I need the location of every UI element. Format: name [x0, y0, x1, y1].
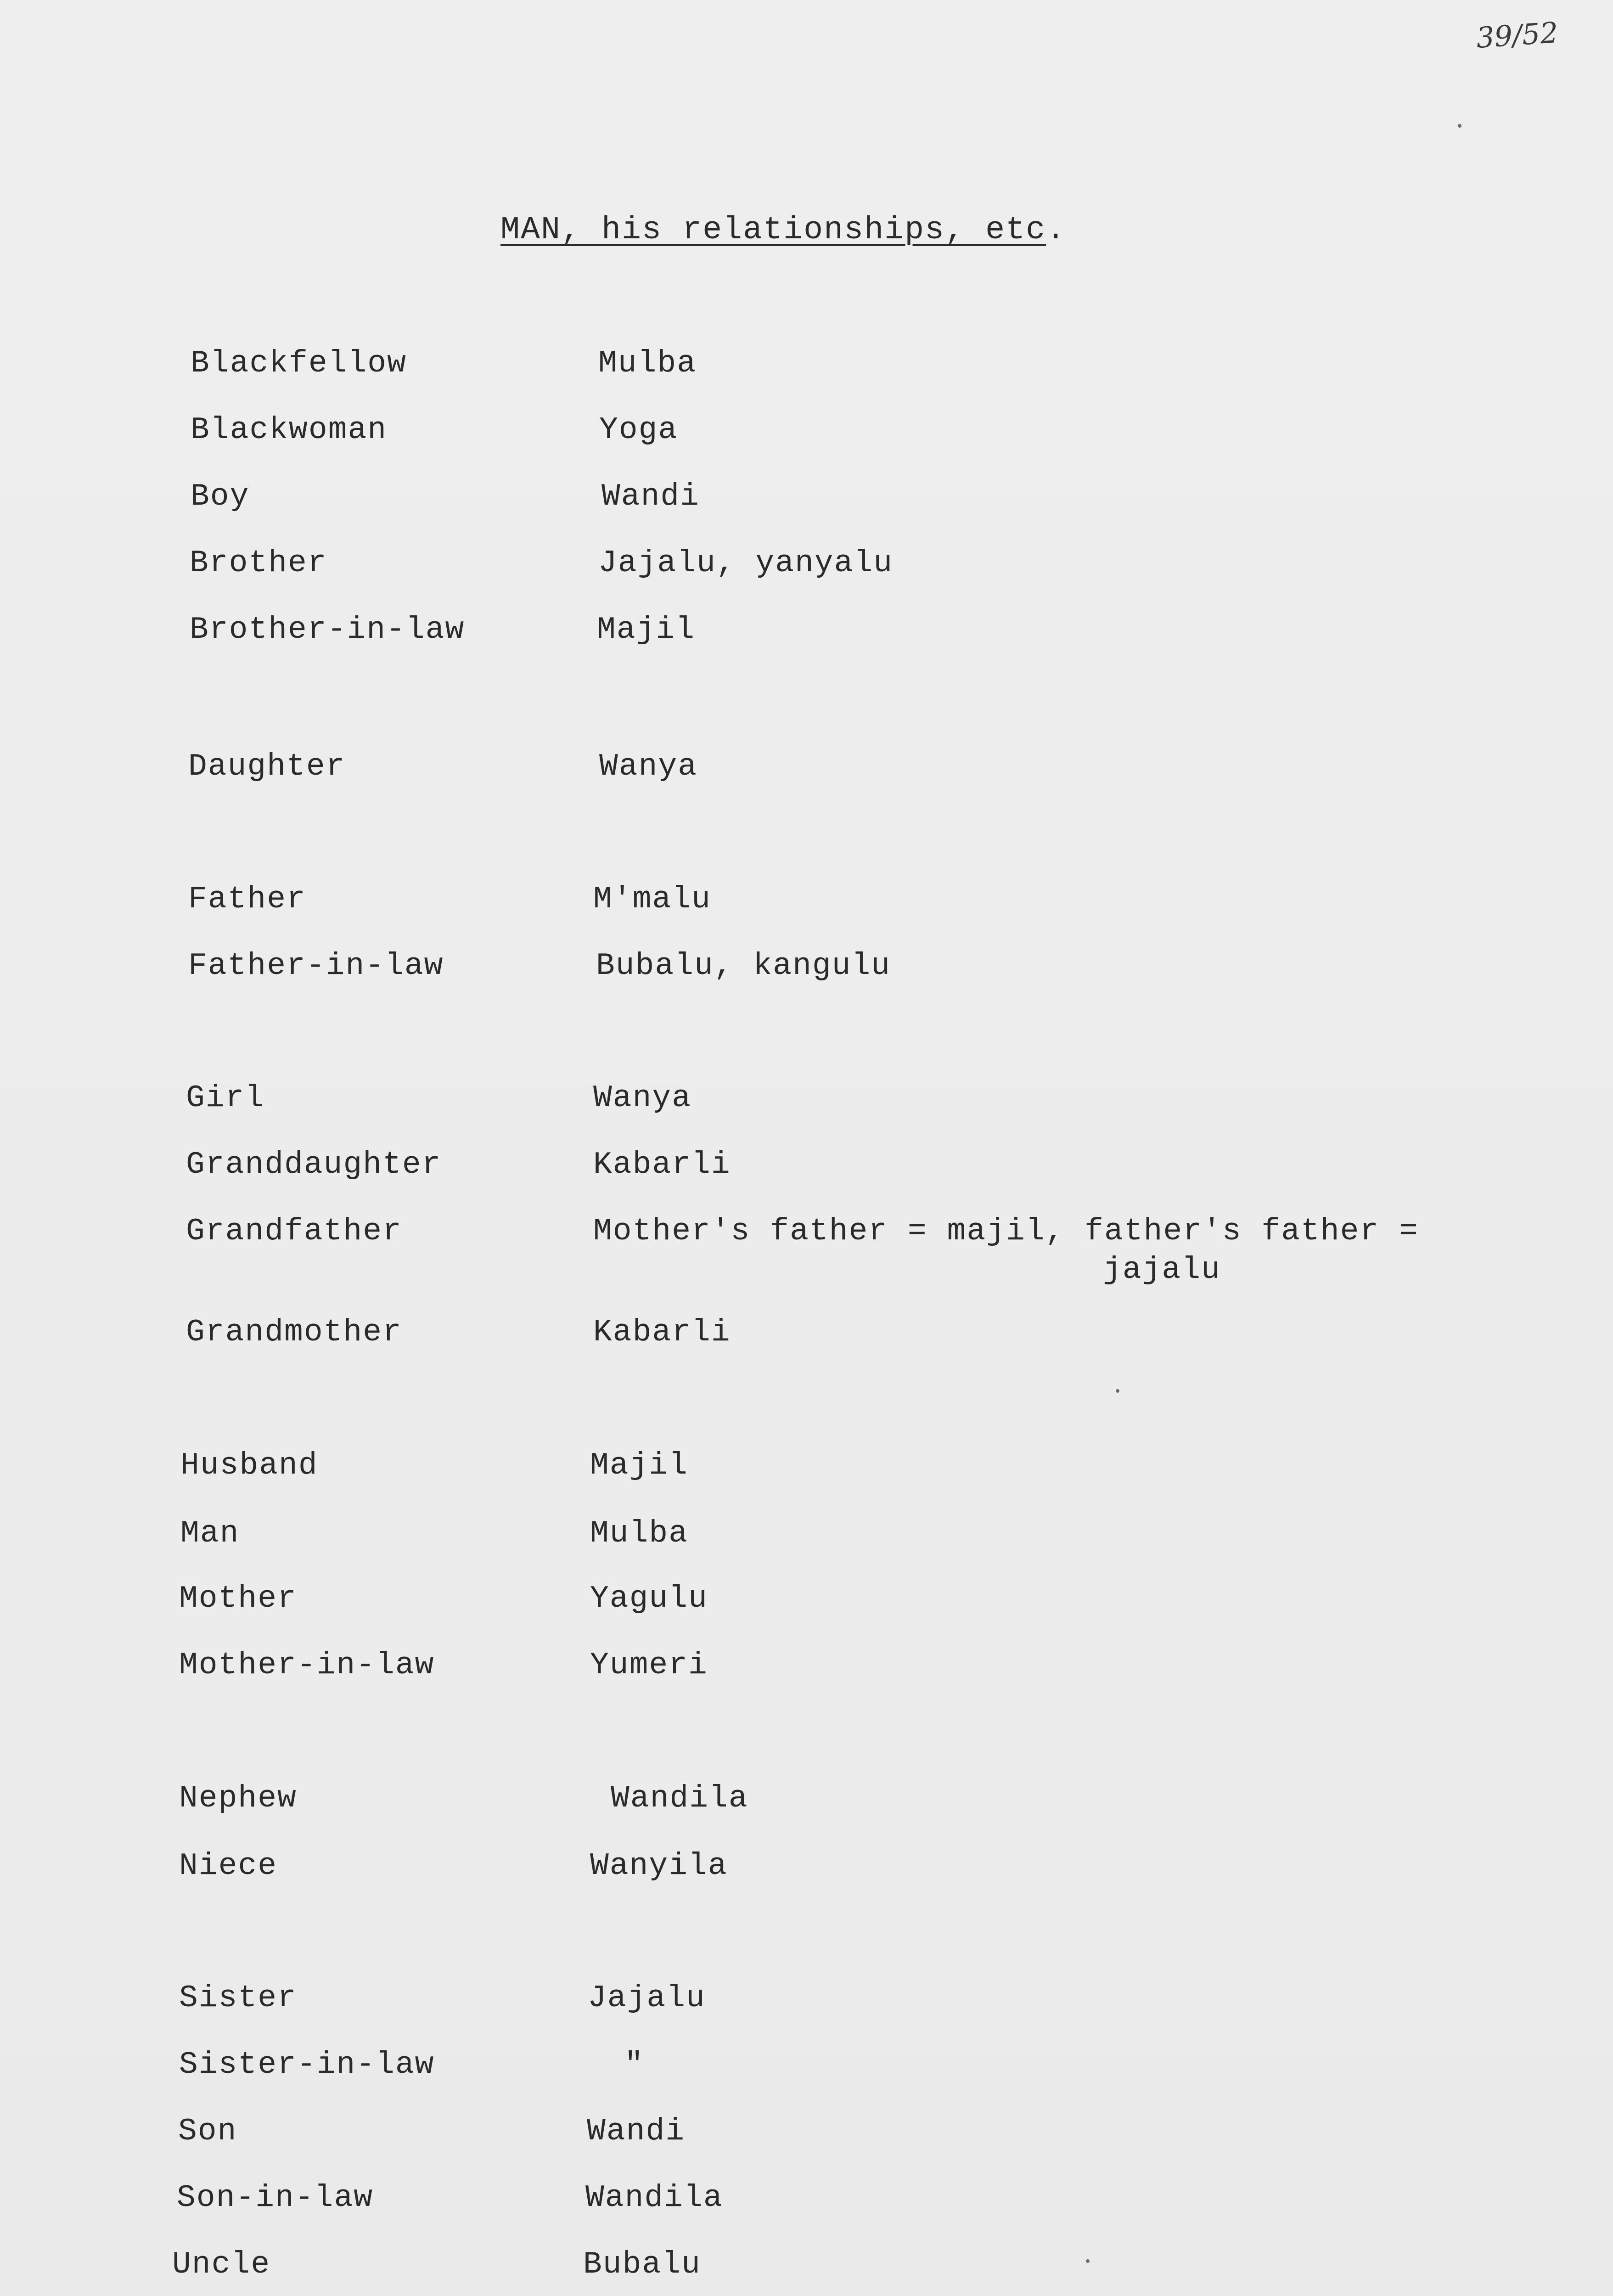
native-term-text: Jajalu, yanyalu	[598, 546, 894, 581]
native-term-text: Yumeri	[590, 1648, 708, 1683]
native-term-text: Yagulu	[590, 1581, 708, 1616]
native-term-text: Wandi	[601, 479, 700, 514]
vocabulary-row	[0, 1146, 1613, 1187]
vocabulary-row	[0, 1847, 1613, 1888]
vocabulary-row	[0, 2046, 1613, 2087]
english-term: Sister-in-law	[179, 2047, 435, 2082]
native-term-text: M'malu	[593, 882, 711, 917]
vocabulary-row	[0, 947, 1613, 988]
vocabulary-row	[0, 1313, 1613, 1355]
folio-number: 39/52	[1475, 15, 1560, 55]
vocabulary-row	[0, 748, 1613, 789]
page-title-period: .	[1046, 212, 1067, 248]
native-term	[590, 1514, 688, 1553]
english-term: Boy	[191, 479, 250, 514]
native-term-text: "	[624, 2047, 644, 2082]
english-term: Grandmother	[186, 1315, 402, 1350]
native-term	[593, 1313, 731, 1352]
vocabulary-row	[0, 2112, 1613, 2154]
native-term	[593, 1212, 1419, 1289]
native-term	[590, 1446, 688, 1485]
native-term	[624, 2046, 644, 2084]
vocabulary-row	[0, 2179, 1613, 2220]
native-term	[597, 611, 695, 649]
english-term: Mother	[179, 1581, 297, 1616]
native-term	[598, 544, 893, 583]
english-term: Granddaughter	[186, 1147, 442, 1182]
page-title	[500, 212, 1066, 248]
vocabulary-row	[0, 1446, 1613, 1488]
vocabulary-row	[0, 880, 1613, 922]
english-term: Son	[178, 2114, 237, 2149]
english-term: Nephew	[179, 1781, 297, 1816]
english-term: Father	[188, 882, 306, 917]
native-term	[593, 1079, 691, 1118]
native-term-text: Jajalu	[588, 1981, 706, 2016]
vocabulary-row	[0, 544, 1613, 585]
native-term-text: Wanya	[599, 749, 698, 784]
native-term	[590, 1580, 708, 1618]
native-term-text: Majil	[597, 612, 696, 647]
native-term	[598, 344, 697, 383]
native-term	[599, 411, 678, 450]
vocabulary-row	[0, 1646, 1613, 1688]
native-term	[593, 1146, 731, 1184]
english-term: Husband	[180, 1448, 318, 1483]
vocabulary-row	[0, 1779, 1613, 1821]
native-term-text: Majil	[590, 1448, 689, 1483]
vocabulary-row	[0, 344, 1613, 386]
vocabulary-row	[0, 411, 1613, 452]
native-term-text: Wanya	[593, 1080, 692, 1116]
native-term-text: Wanyila	[590, 1848, 728, 1884]
english-term: Grandfather	[186, 1214, 402, 1249]
native-term	[583, 2245, 701, 2284]
paper-speck	[1458, 124, 1461, 128]
native-term	[601, 478, 700, 516]
vocabulary-row	[0, 1079, 1613, 1120]
native-term	[611, 1779, 748, 1818]
english-term: Blackwoman	[191, 412, 388, 448]
paper-speck	[1116, 1389, 1119, 1393]
vocabulary-row	[0, 1979, 1613, 2020]
native-term	[588, 1979, 706, 2018]
vocabulary-row	[0, 2245, 1613, 2287]
native-term-text: Mulba	[590, 1516, 689, 1551]
native-term-text: Kabarli	[593, 1147, 731, 1182]
english-term: Man	[180, 1516, 240, 1551]
native-term	[599, 748, 697, 786]
paper-speck	[1086, 2259, 1090, 2263]
english-term: Niece	[179, 1848, 278, 1884]
native-term-text: Mother's father = majil, father's father =	[593, 1214, 1419, 1249]
vocabulary-row	[0, 478, 1613, 519]
native-term-text: Wandi	[587, 2114, 686, 2149]
native-term-text: Bubalu	[583, 2247, 701, 2282]
english-term: Uncle	[172, 2247, 271, 2282]
native-term	[590, 1646, 708, 1685]
page-title-text: MAN, his relationships, etc	[500, 212, 1046, 248]
native-term	[593, 880, 711, 919]
vocabulary-row	[0, 1580, 1613, 1621]
native-term-text: Kabarli	[593, 1315, 731, 1350]
english-term: Mother-in-law	[179, 1648, 435, 1683]
vocabulary-row	[0, 1514, 1613, 1556]
english-term: Son-in-law	[177, 2180, 374, 2216]
native-term-text: Wandila	[585, 2180, 723, 2216]
native-term	[590, 1847, 728, 1885]
english-term: Sister	[179, 1981, 297, 2016]
native-term-text: Bubalu, kangulu	[596, 948, 891, 984]
english-term: Daughter	[188, 749, 346, 784]
english-term: Brother-in-law	[190, 612, 465, 647]
native-term	[596, 947, 891, 985]
vocabulary-row	[0, 611, 1613, 652]
native-term-continuation: jajalu	[1103, 1252, 1221, 1288]
english-term: Father-in-law	[188, 948, 444, 984]
native-term-text: Wandila	[611, 1781, 748, 1816]
english-term: Blackfellow	[191, 346, 407, 381]
english-term: Girl	[186, 1080, 265, 1116]
native-term-text: Mulba	[598, 346, 697, 381]
vocabulary-row	[0, 1212, 1613, 1288]
native-term	[585, 2179, 723, 2217]
native-term-text: Yoga	[599, 412, 678, 448]
native-term	[587, 2112, 685, 2151]
english-term: Brother	[190, 546, 327, 581]
